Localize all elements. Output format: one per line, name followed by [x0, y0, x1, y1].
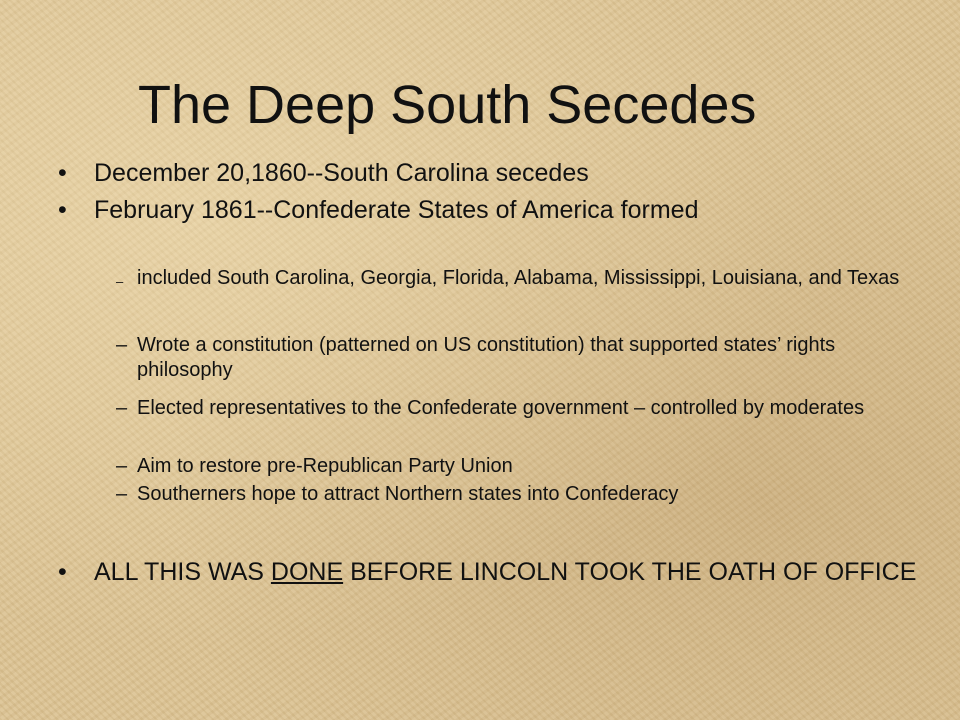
bullet-text: February 1861--Confederate States of America formed — [94, 196, 699, 224]
bullet-item — [58, 158, 918, 188]
sub-bullet-text: Wrote a constitution (patterned on US constitution) that supported states’ rights philosophy — [137, 334, 836, 381]
sub-bullet-text: Southerners hope to attract Northern states into Confederacy — [137, 483, 679, 505]
final-bullet-underlined: DONE — [270, 558, 344, 586]
sub-bullet-text: Aim to restore pre-Republican Party Union — [137, 455, 513, 477]
bullet-text: December 20,1860--South Carolina secedes — [94, 159, 589, 187]
sub-bullet-item — [116, 454, 936, 479]
slide-title: The Deep South Secedes — [138, 75, 757, 135]
dash-icon: – — [116, 483, 128, 505]
sub-bullet-text: Elected representatives to the Confederate government – controlled by moderates — [137, 397, 865, 419]
dash-icon: – — [116, 334, 128, 356]
bullet-icon: • — [58, 196, 67, 224]
dash-icon: – — [116, 274, 124, 289]
final-bullet-text — [94, 556, 918, 588]
sub-bullet-item — [116, 396, 936, 421]
dash-icon: – — [116, 455, 128, 477]
sub-bullet-text: included South Carolina, Georgia, Florida, Alabama, Mississippi, Louisiana, and Texas — [137, 267, 900, 289]
bullet-icon: • — [58, 558, 67, 586]
bullet-item — [58, 195, 918, 225]
final-bullet-before: ALL THIS WAS — [94, 558, 271, 586]
sub-bullet-item — [116, 333, 936, 383]
final-bullet-after: BEFORE LINCOLN TOOK THE OATH OF OFFICE — [343, 558, 917, 586]
bullet-item-final — [58, 556, 918, 588]
sub-bullet-item — [116, 482, 936, 507]
sub-bullet-item — [116, 266, 936, 291]
bullet-icon: • — [58, 159, 67, 187]
dash-icon: – — [116, 397, 128, 419]
